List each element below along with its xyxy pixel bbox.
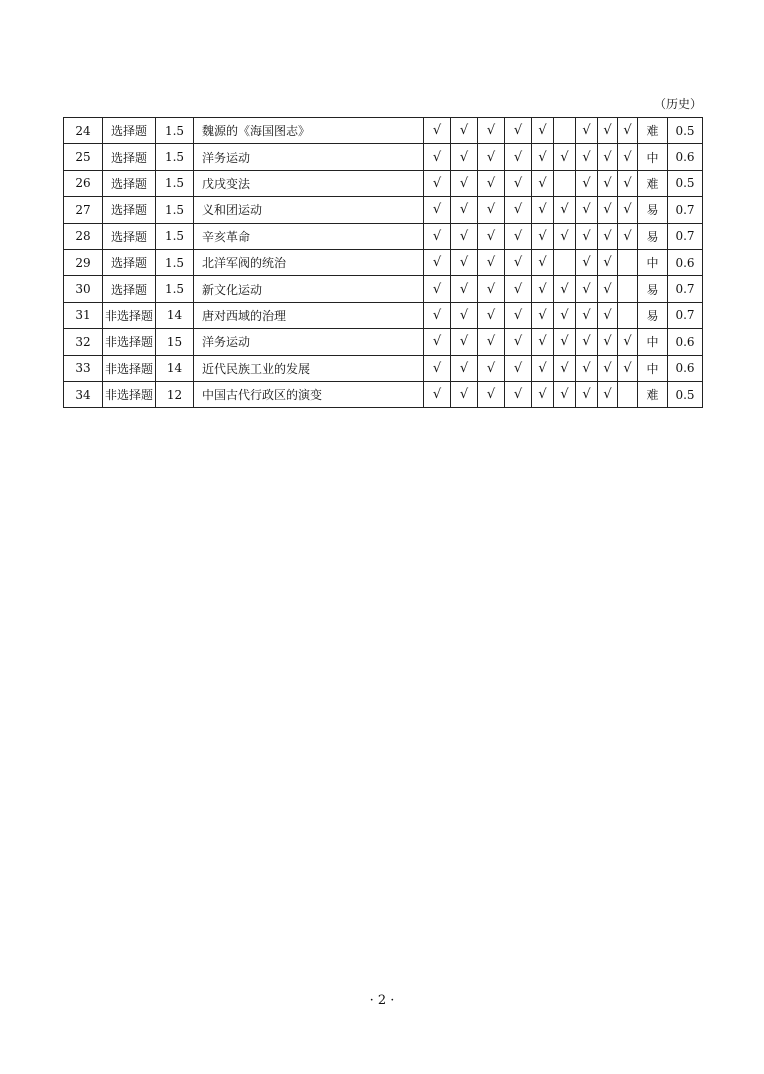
check-cell: √ bbox=[505, 276, 532, 302]
table-row bbox=[64, 249, 703, 275]
score-cell: 1.5 bbox=[156, 249, 194, 275]
check-cell: √ bbox=[478, 276, 505, 302]
check-cell: √ bbox=[576, 118, 598, 144]
difficulty-cell: 难 bbox=[638, 170, 668, 196]
check-cell: √ bbox=[598, 144, 618, 170]
topic-cell: 义和团运动 bbox=[194, 197, 424, 223]
check-cell: √ bbox=[451, 144, 478, 170]
table-row bbox=[64, 302, 703, 328]
check-cell bbox=[618, 381, 638, 407]
coefficient-cell: 0.7 bbox=[668, 276, 703, 302]
score-cell: 14 bbox=[156, 355, 194, 381]
check-cell: √ bbox=[505, 355, 532, 381]
question-type-cell: 非选择题 bbox=[103, 329, 156, 355]
check-cell bbox=[618, 249, 638, 275]
coefficient-cell: 0.5 bbox=[668, 118, 703, 144]
question-type-cell: 选择题 bbox=[103, 276, 156, 302]
check-cell: √ bbox=[424, 329, 451, 355]
check-cell: √ bbox=[618, 170, 638, 196]
check-cell: √ bbox=[478, 329, 505, 355]
question-number-cell: 33 bbox=[64, 355, 103, 381]
check-cell bbox=[554, 118, 576, 144]
check-cell: √ bbox=[618, 223, 638, 249]
check-cell: √ bbox=[598, 170, 618, 196]
check-cell: √ bbox=[451, 197, 478, 223]
coefficient-cell: 0.7 bbox=[668, 302, 703, 328]
topic-cell: 新文化运动 bbox=[194, 276, 424, 302]
table-row bbox=[64, 355, 703, 381]
check-cell: √ bbox=[505, 249, 532, 275]
check-cell: √ bbox=[451, 355, 478, 381]
check-cell: √ bbox=[424, 249, 451, 275]
score-cell: 1.5 bbox=[156, 276, 194, 302]
check-cell: √ bbox=[618, 144, 638, 170]
score-cell: 14 bbox=[156, 302, 194, 328]
check-cell: √ bbox=[576, 144, 598, 170]
subject-label: （历史） bbox=[653, 97, 702, 111]
question-type-cell: 选择题 bbox=[103, 223, 156, 249]
table-row bbox=[64, 276, 703, 302]
check-cell: √ bbox=[576, 197, 598, 223]
question-type-cell: 非选择题 bbox=[103, 355, 156, 381]
difficulty-cell: 易 bbox=[638, 302, 668, 328]
coefficient-cell: 0.5 bbox=[668, 170, 703, 196]
topic-cell: 洋务运动 bbox=[194, 144, 424, 170]
question-number-cell: 31 bbox=[64, 302, 103, 328]
coefficient-cell: 0.6 bbox=[668, 329, 703, 355]
check-cell: √ bbox=[424, 276, 451, 302]
score-cell: 12 bbox=[156, 381, 194, 407]
check-cell: √ bbox=[505, 118, 532, 144]
check-cell: √ bbox=[576, 170, 598, 196]
check-cell: √ bbox=[424, 355, 451, 381]
check-cell: √ bbox=[618, 197, 638, 223]
check-cell: √ bbox=[532, 276, 554, 302]
check-cell: √ bbox=[505, 329, 532, 355]
topic-cell: 洋务运动 bbox=[194, 329, 424, 355]
check-cell bbox=[618, 276, 638, 302]
coefficient-cell: 0.7 bbox=[668, 223, 703, 249]
topic-cell: 魏源的《海国图志》 bbox=[194, 118, 424, 144]
check-cell: √ bbox=[478, 355, 505, 381]
check-cell: √ bbox=[532, 355, 554, 381]
question-type-cell: 选择题 bbox=[103, 144, 156, 170]
difficulty-cell: 易 bbox=[638, 276, 668, 302]
coefficient-cell: 0.7 bbox=[668, 197, 703, 223]
check-cell: √ bbox=[505, 197, 532, 223]
check-cell: √ bbox=[576, 249, 598, 275]
question-number-cell: 27 bbox=[64, 197, 103, 223]
score-cell: 1.5 bbox=[156, 170, 194, 196]
check-cell: √ bbox=[554, 329, 576, 355]
coefficient-cell: 0.5 bbox=[668, 381, 703, 407]
check-cell: √ bbox=[532, 118, 554, 144]
topic-cell: 中国古代行政区的演变 bbox=[194, 381, 424, 407]
check-cell: √ bbox=[478, 144, 505, 170]
check-cell: √ bbox=[598, 118, 618, 144]
check-cell: √ bbox=[554, 381, 576, 407]
score-cell: 1.5 bbox=[156, 144, 194, 170]
check-cell: √ bbox=[478, 249, 505, 275]
table-row bbox=[64, 118, 703, 144]
check-cell: √ bbox=[532, 329, 554, 355]
check-cell: √ bbox=[598, 381, 618, 407]
spec-table bbox=[63, 117, 703, 408]
check-cell bbox=[618, 302, 638, 328]
check-cell: √ bbox=[505, 144, 532, 170]
topic-cell: 唐对西域的治理 bbox=[194, 302, 424, 328]
check-cell: √ bbox=[598, 249, 618, 275]
table-row bbox=[64, 170, 703, 196]
check-cell: √ bbox=[554, 197, 576, 223]
difficulty-cell: 中 bbox=[638, 355, 668, 381]
question-number-cell: 26 bbox=[64, 170, 103, 196]
check-cell: √ bbox=[576, 355, 598, 381]
difficulty-cell: 中 bbox=[638, 329, 668, 355]
check-cell: √ bbox=[576, 223, 598, 249]
check-cell: √ bbox=[451, 170, 478, 196]
check-cell: √ bbox=[424, 118, 451, 144]
check-cell: √ bbox=[478, 170, 505, 196]
question-number-cell: 34 bbox=[64, 381, 103, 407]
check-cell: √ bbox=[554, 355, 576, 381]
check-cell: √ bbox=[505, 223, 532, 249]
check-cell: √ bbox=[424, 381, 451, 407]
table-row bbox=[64, 197, 703, 223]
question-number-cell: 30 bbox=[64, 276, 103, 302]
difficulty-cell: 中 bbox=[638, 249, 668, 275]
table-row bbox=[64, 329, 703, 355]
topic-cell: 辛亥革命 bbox=[194, 223, 424, 249]
check-cell: √ bbox=[532, 197, 554, 223]
check-cell: √ bbox=[554, 302, 576, 328]
check-cell: √ bbox=[532, 381, 554, 407]
check-cell: √ bbox=[424, 170, 451, 196]
table-row bbox=[64, 223, 703, 249]
coefficient-cell: 0.6 bbox=[668, 144, 703, 170]
question-number-cell: 24 bbox=[64, 118, 103, 144]
coefficient-cell: 0.6 bbox=[668, 355, 703, 381]
check-cell bbox=[554, 249, 576, 275]
score-cell: 1.5 bbox=[156, 223, 194, 249]
question-type-cell: 非选择题 bbox=[103, 381, 156, 407]
check-cell: √ bbox=[451, 329, 478, 355]
question-type-cell: 非选择题 bbox=[103, 302, 156, 328]
question-number-cell: 32 bbox=[64, 329, 103, 355]
difficulty-cell: 难 bbox=[638, 381, 668, 407]
check-cell: √ bbox=[424, 302, 451, 328]
check-cell: √ bbox=[576, 276, 598, 302]
topic-cell: 北洋军阀的统治 bbox=[194, 249, 424, 275]
check-cell: √ bbox=[618, 118, 638, 144]
check-cell: √ bbox=[532, 144, 554, 170]
check-cell: √ bbox=[554, 144, 576, 170]
check-cell: √ bbox=[532, 223, 554, 249]
check-cell: √ bbox=[424, 144, 451, 170]
check-cell: √ bbox=[451, 249, 478, 275]
question-type-cell: 选择题 bbox=[103, 118, 156, 144]
difficulty-cell: 易 bbox=[638, 197, 668, 223]
table-row bbox=[64, 381, 703, 407]
difficulty-cell: 中 bbox=[638, 144, 668, 170]
check-cell: √ bbox=[598, 302, 618, 328]
check-cell: √ bbox=[451, 302, 478, 328]
check-cell: √ bbox=[505, 302, 532, 328]
check-cell: √ bbox=[451, 381, 478, 407]
check-cell: √ bbox=[478, 118, 505, 144]
check-cell: √ bbox=[478, 302, 505, 328]
difficulty-cell: 难 bbox=[638, 118, 668, 144]
check-cell: √ bbox=[554, 276, 576, 302]
check-cell: √ bbox=[451, 223, 478, 249]
question-type-cell: 选择题 bbox=[103, 249, 156, 275]
check-cell: √ bbox=[451, 118, 478, 144]
page-number: · 2 · bbox=[369, 993, 395, 1008]
check-cell: √ bbox=[532, 302, 554, 328]
check-cell: √ bbox=[424, 197, 451, 223]
coefficient-cell: 0.6 bbox=[668, 249, 703, 275]
check-cell: √ bbox=[598, 355, 618, 381]
check-cell: √ bbox=[478, 381, 505, 407]
check-cell: √ bbox=[554, 223, 576, 249]
check-cell: √ bbox=[505, 170, 532, 196]
check-cell: √ bbox=[451, 276, 478, 302]
check-cell bbox=[554, 170, 576, 196]
difficulty-cell: 易 bbox=[638, 223, 668, 249]
check-cell: √ bbox=[478, 223, 505, 249]
check-cell: √ bbox=[532, 170, 554, 196]
score-cell: 15 bbox=[156, 329, 194, 355]
topic-cell: 戊戌变法 bbox=[194, 170, 424, 196]
question-number-cell: 29 bbox=[64, 249, 103, 275]
question-type-cell: 选择题 bbox=[103, 170, 156, 196]
check-cell: √ bbox=[532, 249, 554, 275]
topic-cell: 近代民族工业的发展 bbox=[194, 355, 424, 381]
question-number-cell: 25 bbox=[64, 144, 103, 170]
check-cell: √ bbox=[618, 355, 638, 381]
score-cell: 1.5 bbox=[156, 197, 194, 223]
score-cell: 1.5 bbox=[156, 118, 194, 144]
question-type-cell: 选择题 bbox=[103, 197, 156, 223]
check-cell: √ bbox=[478, 197, 505, 223]
check-cell: √ bbox=[576, 329, 598, 355]
check-cell: √ bbox=[618, 329, 638, 355]
check-cell: √ bbox=[598, 276, 618, 302]
table-row bbox=[64, 144, 703, 170]
question-number-cell: 28 bbox=[64, 223, 103, 249]
check-cell: √ bbox=[598, 223, 618, 249]
check-cell: √ bbox=[576, 381, 598, 407]
check-cell: √ bbox=[598, 197, 618, 223]
check-cell: √ bbox=[576, 302, 598, 328]
check-cell: √ bbox=[424, 223, 451, 249]
check-cell: √ bbox=[505, 381, 532, 407]
check-cell: √ bbox=[598, 329, 618, 355]
